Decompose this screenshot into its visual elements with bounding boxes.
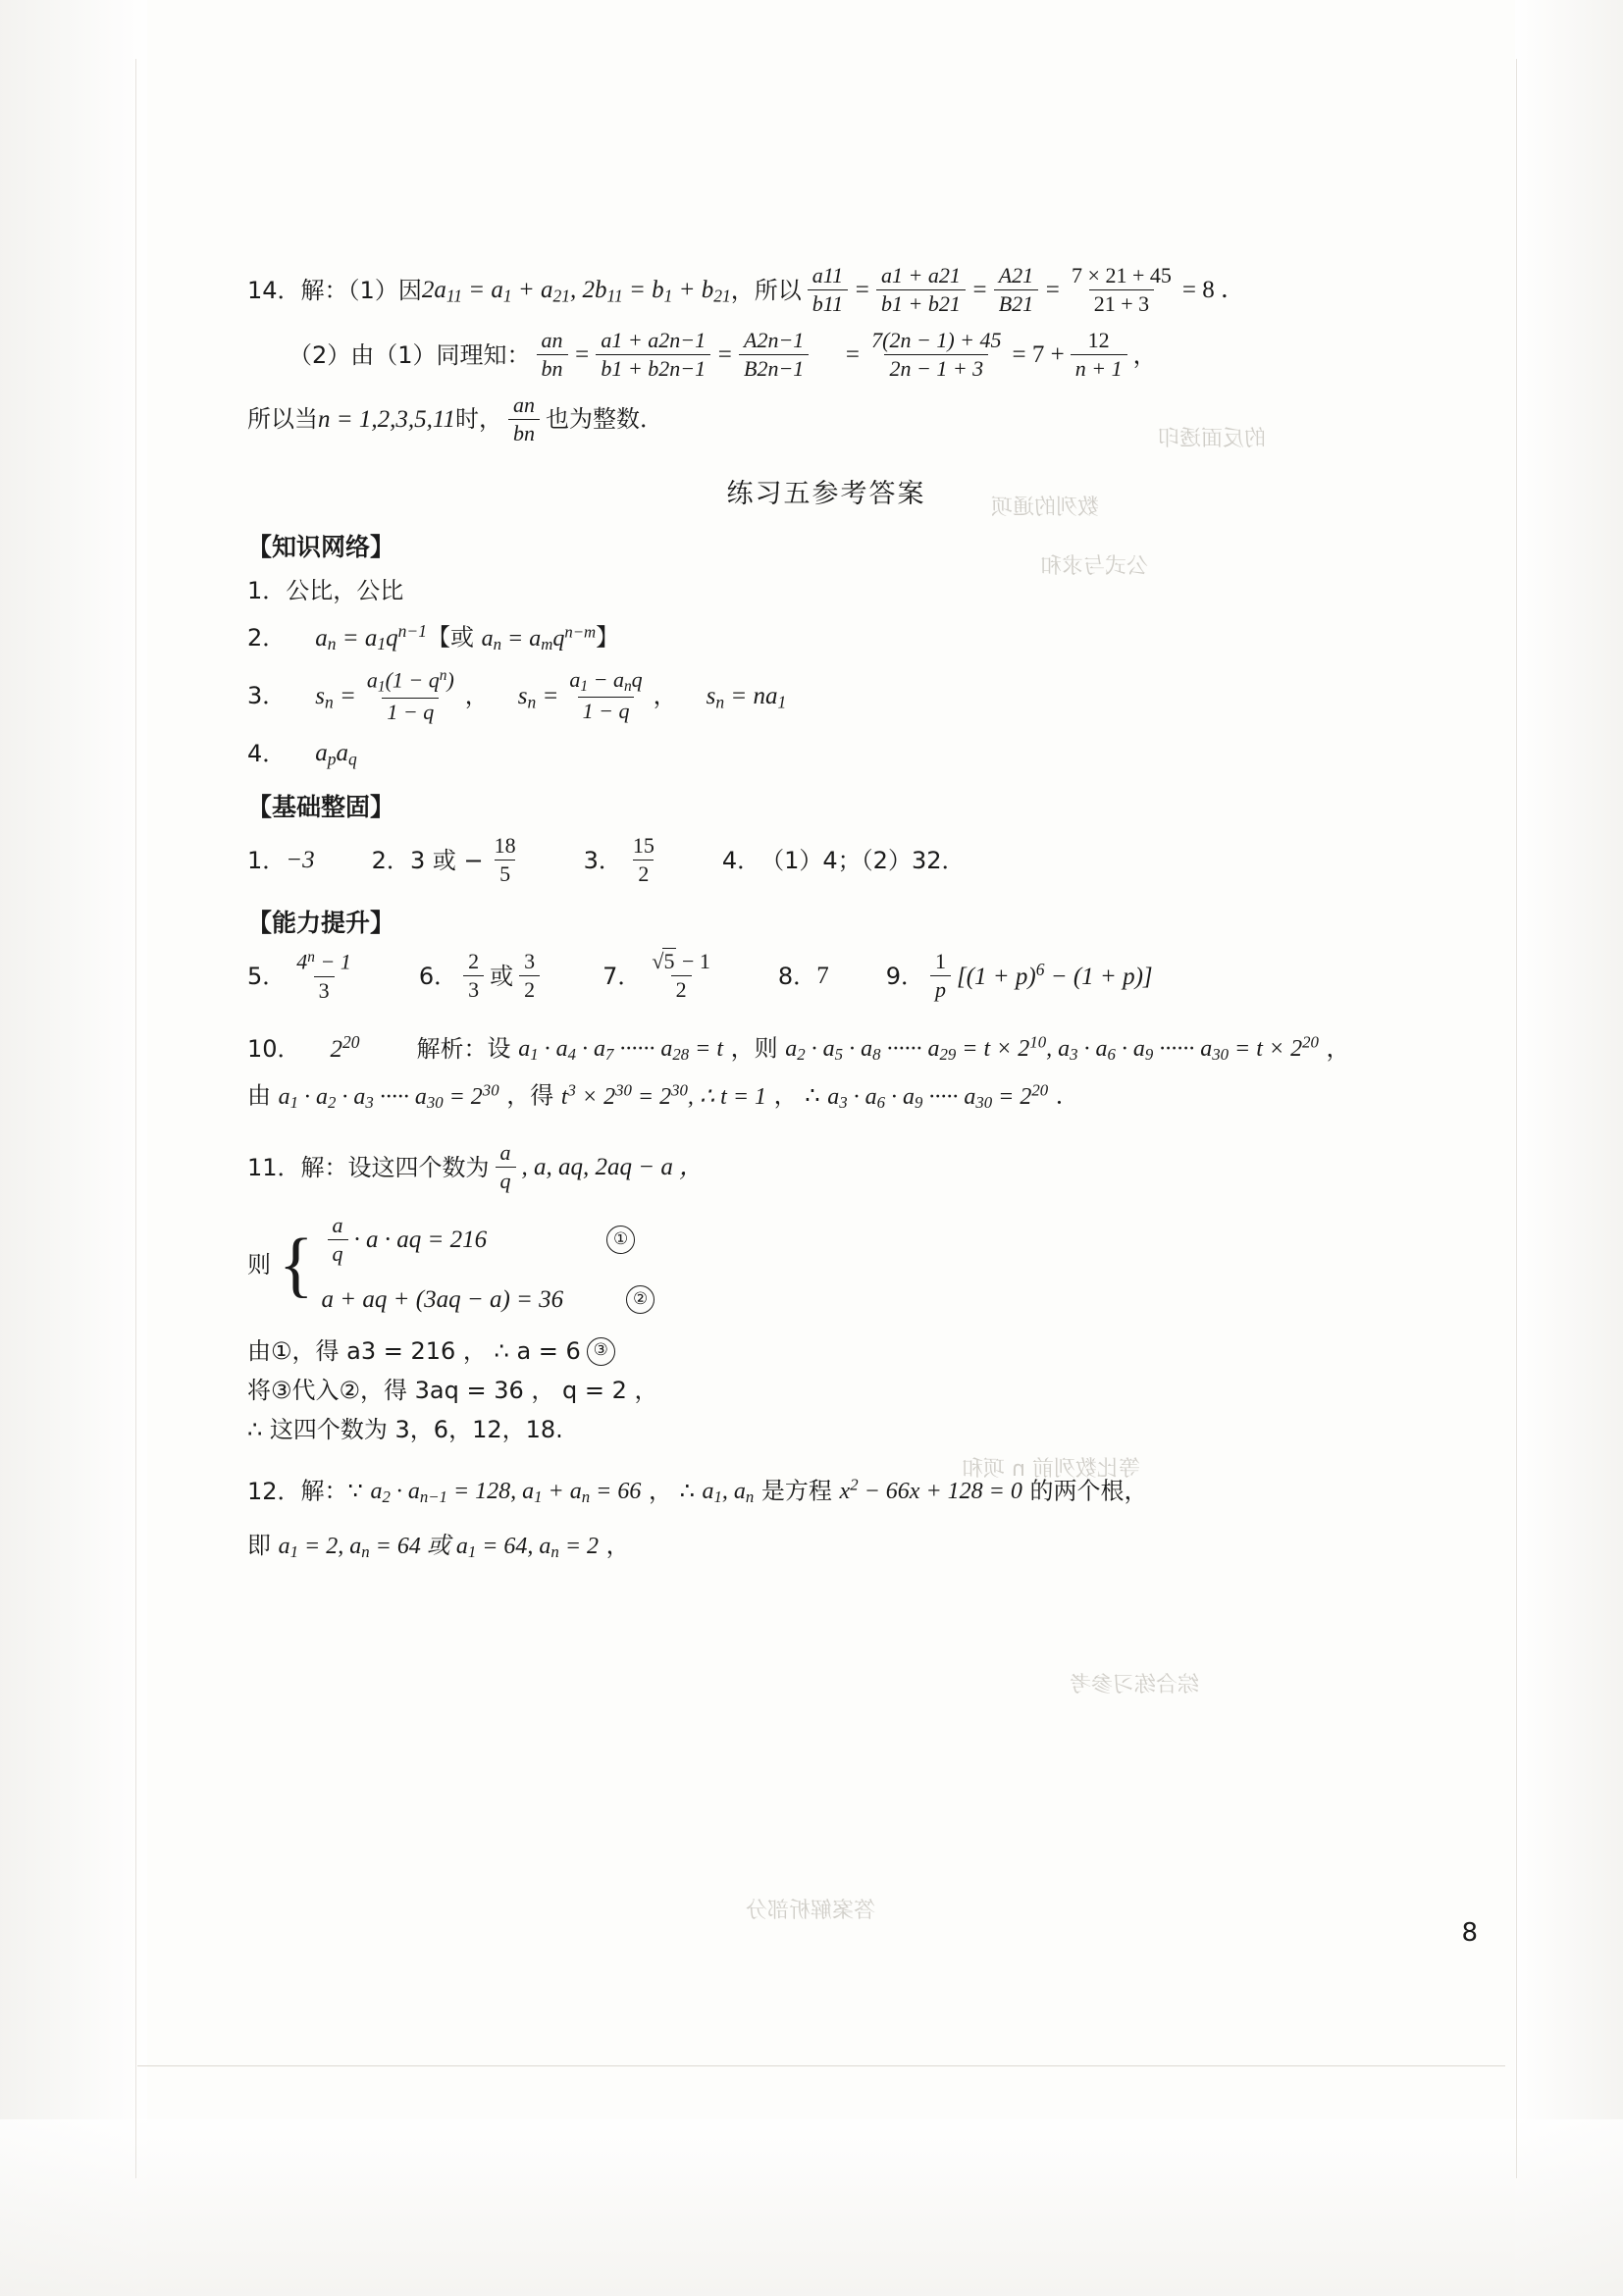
problem-10-answer: $2^{20}$ — [330, 1032, 360, 1063]
knowledge-item-3 — [247, 667, 1405, 725]
problem-14-eq1: $2a_{11} = a_1 + a_{21}$, $2b_{11} = b_1 + b_{21}$ — [421, 277, 731, 306]
problem-10-analysis-label: 解析： — [416, 1034, 488, 1063]
bleed-through-text: 等比数列前 n 项和 — [962, 1457, 1140, 1482]
problem-10-label: 10． — [247, 1034, 301, 1063]
page-number: 8 — [1461, 1918, 1478, 1948]
item-number: 7． — [602, 962, 642, 990]
item-number: 2． — [371, 846, 410, 874]
sn-label-3: $s_n = na_1$ — [706, 682, 787, 711]
item-number: 9． — [885, 962, 924, 990]
knowledge-item-1 — [247, 573, 1405, 608]
problem-14-part2-prefix: （2）由（1）同理知： — [288, 340, 531, 369]
problem-14-result: = 8 ． — [1181, 277, 1245, 304]
fraction-sqrt5-1-2: $\frac{√5 - 1}{2}$ — [652, 948, 710, 1003]
problem-14-n-values: n = 1,2,3,5,11 — [318, 405, 456, 433]
fraction-7-2n: $\frac{7(2n - 1) + 45}{2n - 1 + 3}$ — [871, 327, 1002, 382]
bleed-through-text: 公式与求和 — [1040, 554, 1149, 579]
problem-12-line-1 — [247, 1473, 1405, 1510]
problem-14-tail-comma: ， — [1132, 340, 1157, 369]
equation-rows — [322, 1213, 661, 1318]
item-number: 4． — [721, 846, 761, 874]
problem-14-line-1 — [247, 263, 1405, 318]
equation-1-text: · a · aq = 216 — [353, 1226, 488, 1253]
problem-11-ze: 则 — [247, 1251, 271, 1279]
fraction-A2n1-B2n1: $\frac{A2n-1}{B2n-1}$ — [739, 328, 809, 383]
problem-11-terms: , a, aq, 2aq − a ， — [521, 1154, 705, 1181]
problem-10-line-1 — [247, 1029, 1405, 1068]
item-formula: $a_pa_q$ — [315, 740, 357, 769]
heading-knowledge-network: 【知识网络】 — [247, 533, 395, 562]
equals-2: = — [970, 277, 988, 304]
fraction-sn-1: $\frac{a_1(1 - q^n)}{1 - q}$ — [366, 666, 454, 724]
problem-12-line-2 — [247, 1528, 1405, 1564]
fraction-a-q-2: $\frac{a}{q}$ — [328, 1213, 348, 1268]
scan-edge-right — [1515, 0, 1623, 2296]
fraction-a1a2n1-b1b2n1: $\frac{a1 + a2n-1}{b1 + b2n-1}$ — [596, 328, 710, 383]
fraction-15-2: $\frac{15}{2}$ — [632, 832, 654, 887]
equation-row-1 — [322, 1213, 661, 1268]
problem-12-label: 12． — [247, 1477, 301, 1505]
problem-11-line-1 — [247, 1140, 1405, 1195]
separator-2: ， — [653, 682, 677, 710]
sn-label-1: $s_n$ = — [315, 682, 356, 711]
item-number: 4． — [247, 739, 287, 767]
item-formula: $a_n = a_1q^{n-1}$ — [315, 621, 427, 654]
equation-marker-1: ① — [606, 1226, 635, 1254]
document-body — [247, 263, 1405, 1574]
ability-answer-8: 7 — [816, 963, 829, 990]
ability-or: 或 — [490, 962, 514, 990]
item-number: 3． — [247, 682, 287, 710]
basics-answers-row — [247, 833, 1405, 888]
knowledge-item-4 — [247, 735, 1405, 772]
bleed-through-text: 的反面透印 — [1158, 427, 1267, 451]
problem-11-system — [247, 1213, 1405, 1318]
problem-14-shi: 时， — [455, 405, 503, 434]
ability-answers-row — [247, 949, 1405, 1004]
equals-3: = — [1044, 277, 1062, 304]
equation-2-text: a + aq + (3aq − a) = 36 — [321, 1285, 564, 1313]
fraction-numeric: $\frac{7 \times 21 + 45}{21 + 3}$ — [1072, 263, 1172, 317]
problem-11-prefix: 解：设这四个数为 — [300, 1153, 490, 1181]
equals-5: = — [716, 340, 733, 368]
page-fold-line — [137, 2065, 1505, 2066]
fraction-3-2: $\frac{3}{2}$ — [519, 949, 540, 1004]
basics-answer-2-prefix: 3 或 − — [409, 846, 484, 874]
item-number: 3． — [583, 846, 622, 874]
problem-11-conclusion: ∴ 这四个数为 3，6，12，18. — [247, 1416, 563, 1444]
ability-answer-9-tail: $[(1 + p)^6 - (1 + p)]$ — [956, 960, 1153, 990]
knowledge-item-2 — [247, 618, 1405, 656]
fraction-1-p: $\frac{1}{p}$ — [930, 949, 951, 1004]
problem-10-line-2 — [247, 1077, 1405, 1115]
problem-10-analysis-line-2: 由 $a_1 \cdot a_2 \cdot a_3$ ····· $a_{30} = 2^{30}$ ，得 $t^3 \times 2^{30} = 2^{30}$, ∴ t = 1 ， ∴ $a_3 \cdot a_6 \cdot a_9$ ····· $a_{30} = 2^{20}$ ． — [247, 1080, 1079, 1112]
problem-12-text-1: 解：∵ $a_2 \cdot a_{n-1} = 128$, $a_1 + a_n = 66$ ， ∴ $a_1$, $a_n$ 是方程 $x^2 - 66x + 128 = 0$ 的两个根， — [300, 1476, 1148, 1507]
item-number: 6． — [418, 962, 458, 990]
problem-14-plus7: = 7 + — [1012, 340, 1065, 368]
equals-6: = — [844, 340, 862, 368]
page-border-left — [135, 59, 136, 2178]
item-number: 1． — [247, 846, 287, 874]
scan-edge-left — [0, 0, 147, 2296]
bleed-through-text: 答案解析部分 — [746, 1899, 876, 1923]
section-title: 练习五参考答案 — [726, 479, 926, 510]
basics-answer-1: −3 — [286, 846, 315, 873]
page-border-right — [1516, 59, 1517, 2178]
basics-answer-4: （1）4；（2）32． — [760, 846, 966, 874]
scan-edge-bottom — [0, 2119, 1623, 2296]
equation-row-2 — [322, 1281, 661, 1319]
problem-14-suoyi: ，所以 — [730, 276, 802, 304]
item-number: 1． — [247, 577, 287, 605]
fraction-4n-1-3: $\frac{4^n - 1}{3}$ — [296, 948, 351, 1003]
problem-11-derivation-2: 将③代入②，得 3aq = 36 ， q = 2 ， — [247, 1377, 658, 1405]
equals-4: = — [573, 340, 591, 368]
equals-1: = — [854, 277, 870, 304]
problem-11-label: 11． — [247, 1153, 301, 1181]
problem-11-line-b — [247, 1373, 1405, 1408]
sn-label-2: $s_n$ = — [517, 682, 559, 711]
problem-14-line-3 — [247, 392, 1405, 447]
equation-marker-3: ③ — [587, 1337, 615, 1366]
fraction-sn-2: $\frac{a_1 - a_nq}{1 - q}$ — [569, 667, 643, 724]
problem-14-label: 14． — [247, 276, 301, 304]
fraction-a1a21-b1b21: $\frac{a1 + a21}{b1 + b21}$ — [876, 263, 966, 318]
fraction-a-q: $\frac{a}{q}$ — [496, 1140, 516, 1195]
fraction-A21-B21: $\frac{A21}{B21}$ — [994, 263, 1038, 318]
left-brace: { — [279, 1224, 314, 1305]
bleed-through-text: 数列的通项 — [991, 496, 1100, 520]
fraction-an-bn: $\frac{an}{bn}$ — [537, 328, 568, 383]
problem-11-line-c — [247, 1412, 1405, 1447]
heading-basics: 【基础整固】 — [247, 792, 395, 821]
fraction-12-n1: $\frac{12}{n + 1}$ — [1071, 328, 1127, 383]
problem-14-part3-prefix: 所以当 — [247, 405, 318, 434]
item-text: 公比，公比 — [286, 577, 404, 605]
problem-11-derivation-1: 由①，得 a3 = 216 ， ∴ a = 6 — [247, 1337, 581, 1366]
separator-1: ， — [464, 682, 489, 710]
problem-14-part1-prefix: 解：（1）因 — [300, 276, 422, 304]
item-number: 8． — [777, 962, 817, 990]
heading-ability: 【能力提升】 — [247, 908, 395, 937]
problem-14-tail: 也为整数． — [546, 405, 664, 434]
item-bracket: 【或 $a_n = a_mq^{n-m}$】 — [426, 622, 620, 653]
fraction-18-5: $\frac{18}{5}$ — [494, 832, 516, 887]
item-number: 2． — [247, 624, 287, 652]
item-number: 5． — [247, 962, 287, 990]
problem-14-line-2 — [247, 328, 1405, 383]
problem-12-text-2: 即 $a_1 = 2$, $a_n = 64$ 或 $a_1 = 64$, $a_n = 2$ ， — [247, 1531, 630, 1562]
problem-10-analysis-line-1: 设 $a_1 \cdot a_4 \cdot a_7$ ······ $a_{28} = t$ ，则 $a_2 \cdot a_5 \cdot a_8$ ······ $a_{29} = t \times 2^{10}$, $a_3 \cdot a_6 \cdot a_9$ ······ $a_{30} = t \times 2^{20}$ ， — [487, 1032, 1350, 1065]
problem-11-line-a — [247, 1333, 1405, 1369]
fraction-an-bn-2: $\frac{an}{bn}$ — [508, 392, 540, 447]
bleed-through-text: 综合练习参考 — [1070, 1673, 1200, 1697]
equation-marker-2: ② — [626, 1285, 654, 1314]
fraction-a11-b11: $\frac{a11}{b11}$ — [808, 263, 848, 318]
fraction-2-3: $\frac{2}{3}$ — [463, 949, 484, 1004]
